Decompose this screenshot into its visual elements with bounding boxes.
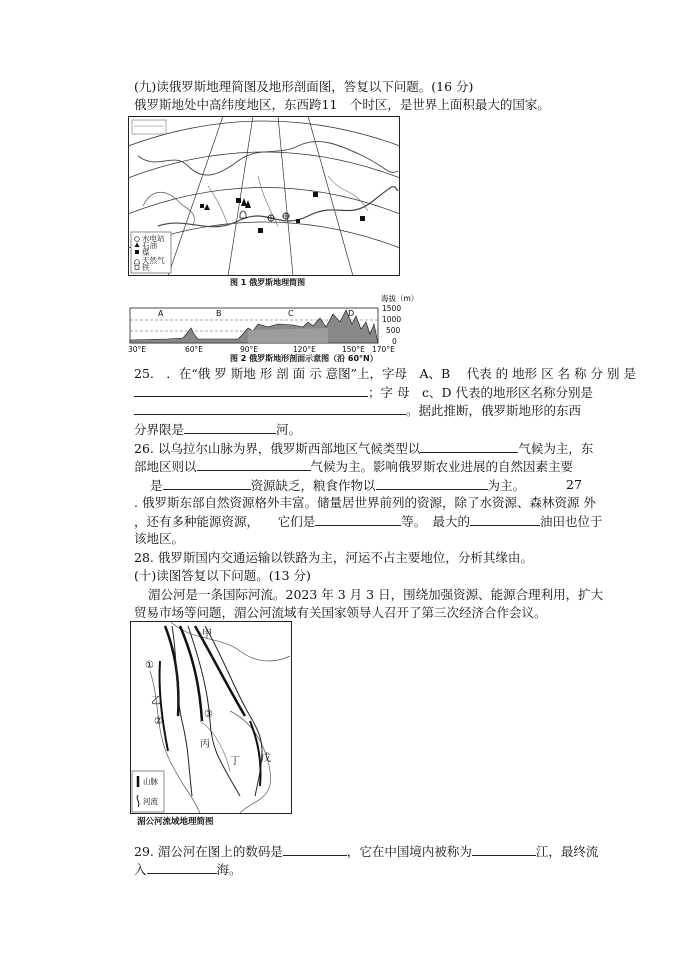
y-tick-1500: 1500 (382, 304, 402, 313)
q26-blank-crop[interactable] (376, 477, 488, 490)
section10-line2: 贸易市场等问题，湄公河流域有关国家领导人召开了第三次经济合作会议。 (134, 605, 547, 620)
section10-line1: 湄公河是一条国际河流。2023 年 3 月 3 日，围绕加强资源、能源合理利用，扩大 (148, 587, 604, 602)
q29-line2: 入 海。 (134, 862, 242, 877)
q29-line1: 29. 湄公河在图上的数码是 ，它在中国境内被称为 江，最终流 (134, 844, 599, 859)
mekong-map-caption: 湄公河流域地理简图 (137, 817, 214, 827)
q27-blank-oilfield[interactable] (470, 513, 540, 526)
x-tick-60e: 60°E (185, 345, 204, 354)
q25-line4: 分界限是 河。 (134, 422, 302, 437)
q25-line1: 25. ．在“俄 罗 斯地 形 剖 面 示 意图”上，字母 A、B 代表 的 地形 区 名 称 分 别 是 (134, 366, 636, 381)
x-tick-150e: 150°E (342, 345, 365, 354)
legend-mountain: 山脉 (143, 777, 158, 786)
x-tick-30e: 30°E (128, 345, 147, 354)
y-tick-1000: 1000 (382, 315, 402, 324)
fig2-caption: 图 2 俄罗斯地形剖面示意图（沿 60°N） (230, 354, 378, 363)
legend-oil: 石油 (142, 241, 157, 250)
x-tick-120e: 120°E (293, 345, 316, 354)
q27-line2: ，还有多种能源资源， 它们是 等。 最大的 油田也位于 (134, 514, 603, 529)
q26-line1: 26. 以乌拉尔山脉为界，俄罗斯西部地区气候类型以 气候为主，东 (134, 441, 594, 456)
map-label-1: ① (145, 660, 154, 671)
section9-heading: (九)读俄罗斯地理简图及地形剖面图，答复以下问题。(16 分) (134, 79, 474, 94)
q26-blank-west-climate[interactable] (420, 440, 518, 453)
section10-heading: (十)读图答复以下问题。(13 分) (134, 568, 311, 583)
q26-blank-resource[interactable] (163, 477, 251, 490)
legend-gas: 天然气 (142, 256, 165, 265)
q27-number: 27 (566, 477, 582, 492)
q29-blank-china-name[interactable] (472, 843, 536, 856)
legend-iron: 铁 (142, 263, 150, 272)
q27-line1: . 俄罗斯东部自然资源格外丰富。储量居世界前列的资源，除了水资源、森林资源 外 (134, 495, 596, 510)
x-tick-170e: 170°E (372, 345, 395, 354)
fig1-caption: 图 1 俄罗斯地理简图 (230, 278, 306, 287)
map-label-yi: 乙 (151, 696, 161, 707)
y-tick-500: 500 (386, 326, 401, 335)
region-c: C (288, 309, 294, 318)
elevation-label: 海拔（m） (381, 294, 419, 303)
map-label-ding: 丁 (230, 756, 240, 767)
q25-line2: ；字 母 c、D 代表的地形区名称分别是 (134, 384, 593, 400)
q25-blank-cd[interactable] (134, 402, 406, 415)
mekong-map-figure (130, 621, 292, 814)
map-label-jia: 甲 (202, 629, 212, 640)
q27-blank-energy[interactable] (315, 513, 401, 526)
q25-blank-river[interactable] (184, 421, 276, 434)
region-a: A (158, 309, 164, 318)
map-label-2: ② (154, 716, 163, 727)
map-label-3: ③ (204, 709, 213, 720)
q29-blank-sea[interactable] (147, 861, 217, 874)
map-label-wu: 戊 (261, 753, 271, 764)
q25-line3: 。据此推断，俄罗斯地形的东西 (134, 402, 581, 418)
y-tick-0: 0 (392, 337, 397, 346)
q29-blank-number[interactable] (283, 843, 347, 856)
q27-line3: 该地区。 (134, 531, 185, 546)
region-d: D (348, 309, 355, 318)
legend-river: 河流 (143, 797, 158, 806)
q26-line2: 部地区则以 气候为主。影响俄罗斯农业进展的自然因素主要 (134, 459, 574, 474)
x-tick-90e: 90°E (240, 345, 259, 354)
q26-line3: 是 资源缺乏，粮食作物以 为主。 (150, 478, 526, 493)
russia-map-figure (128, 116, 400, 276)
q28-text: 28. 俄罗斯国内交通运输以铁路为主，河运不占主要地位，分析其缘由。 (134, 550, 533, 565)
q26-blank-east-climate[interactable] (197, 458, 311, 471)
legend-coal: 煤 (142, 248, 150, 257)
section9-intro: 俄罗斯地处中高纬度地区，东西跨11 个时区，是世界上面积最大的国家。 (134, 97, 550, 112)
q25-blank-ab[interactable] (134, 384, 368, 397)
legend-hydropower: 水电站 (142, 234, 165, 243)
region-b: B (216, 309, 222, 318)
map-label-bing: 丙 (200, 739, 210, 750)
